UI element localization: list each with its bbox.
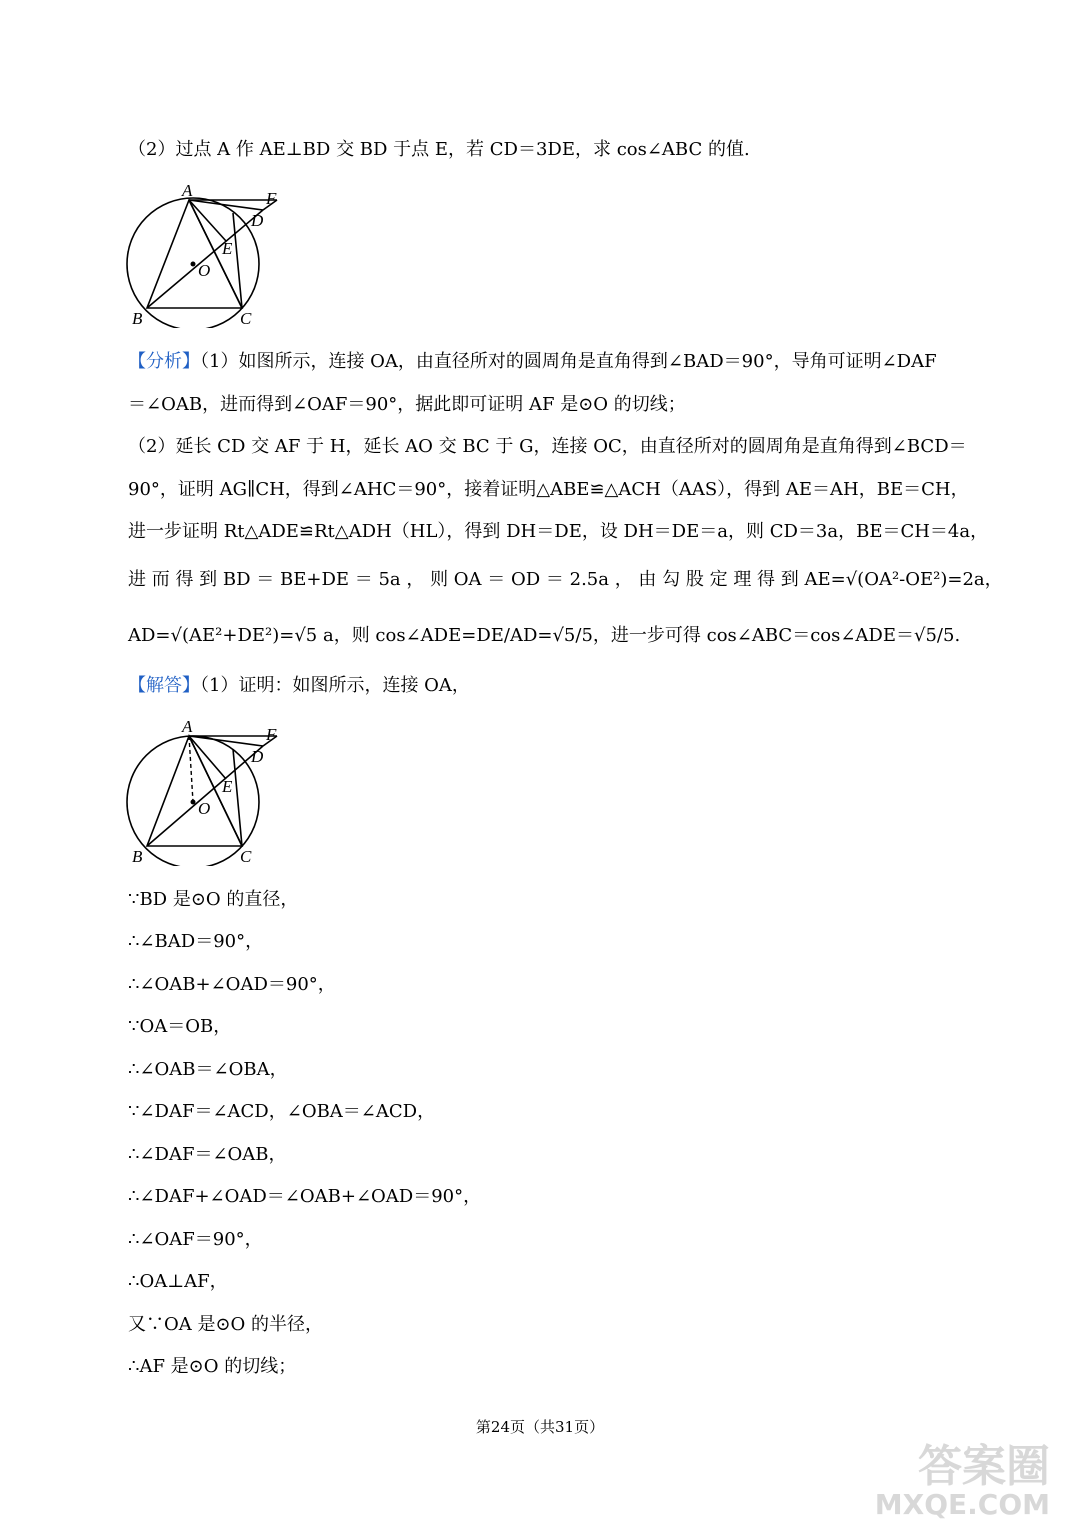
analysis-line-1: 【分析】（1）如图所示，连接 OA，由直径所对的圆周角是直角得到∠BAD＝90°，导角可证明∠DAF (128, 351, 937, 372)
svg-text:E: E (222, 777, 233, 796)
watermark-bottom: MXQE.COM (874, 1488, 1050, 1521)
solution-step-12: ∴AF 是⊙O 的切线； (128, 1356, 297, 1377)
solution-step-3: ∴∠OAB+∠OAD＝90°， (128, 974, 336, 995)
analysis-line-3: （2）延长 CD 交 AF 于 H，延长 AO 交 BC 于 G，连接 OC，由直径所对的圆周角是直角得到∠BCD＝ (128, 436, 967, 457)
solution-step-6: ∵∠DAF＝∠ACD，∠OBA＝∠ACD， (128, 1101, 436, 1122)
svg-text:F: F (266, 189, 277, 208)
solution-tag: 【解答】 (128, 675, 200, 696)
analysis-tag: 【分析】 (128, 351, 200, 372)
svg-text:E: E (222, 239, 233, 258)
watermark-top: 答案圈 (918, 1441, 1050, 1492)
solution-step-10: ∴OA⊥AF， (128, 1271, 228, 1292)
solution-step-4: ∵OA＝OB， (128, 1016, 232, 1037)
svg-text:F: F (266, 725, 277, 744)
solution-intro: 【解答】（1）证明：如图所示，连接 OA， (128, 675, 470, 696)
analysis-line-5: 进一步证明 Rt△ADE≌Rt△ADH（HL），得到 DH＝DE，设 DH＝DE＝a，则 CD＝3a，BE＝CH＝4a， (128, 521, 989, 542)
solution-step-5: ∴∠OAB＝∠OBA， (128, 1059, 288, 1080)
solution-step-11: 又∵OA 是⊙O 的半径， (128, 1314, 324, 1335)
analysis-line-6: 进 而 得 到 BD ＝ BE+DE ＝ 5a ， 则 OA ＝ OD ＝ 2.5a ， 由 勾 股 定 理 得 到 AE=√(OA²-OE²)=2a， (128, 569, 1003, 590)
geometry-figure-2 (118, 716, 288, 866)
solution-step-9: ∴∠OAF＝90°， (128, 1229, 263, 1250)
solution-step-1: ∵BD 是⊙O 的直径， (128, 889, 299, 910)
solution-step-7: ∴∠DAF＝∠OAB， (128, 1144, 287, 1165)
svg-text:B: B (132, 847, 143, 866)
svg-text:B: B (132, 309, 143, 328)
svg-text:A: A (182, 181, 193, 200)
question-part2: （2）过点 A 作 AE⊥BD 交 BD 于点 E，若 CD＝3DE，求 cos∠ABC 的值. (128, 139, 750, 160)
svg-text:D: D (251, 747, 264, 766)
analysis-line-4: 90°，证明 AG∥CH，得到∠AHC＝90°，接着证明△ABE≌△ACH（AAS），得到 AE＝AH，BE＝CH， (128, 479, 969, 500)
svg-text:O: O (198, 799, 211, 818)
geometry-figure-1 (118, 178, 288, 328)
svg-text:D: D (251, 211, 264, 230)
solution-step-2: ∴∠BAD＝90°， (128, 931, 264, 952)
svg-text:C: C (240, 309, 252, 328)
solution-step-8: ∴∠DAF+∠OAD＝∠OAB+∠OAD＝90°， (128, 1186, 482, 1207)
analysis-line-7: AD=√(AE²+DE²)=√5 a，则 cos∠ADE=DE/AD=√5/5，进一步可得 cos∠ABC＝cos∠ADE＝√5/5. (128, 625, 961, 646)
analysis-line-2: ＝∠OAB，进而得到∠OAF＝90°，据此即可证明 AF 是⊙O 的切线； (128, 394, 686, 415)
svg-text:O: O (198, 261, 211, 280)
page-footer: 第24页（共31页） (475, 1418, 605, 1436)
svg-text:C: C (240, 847, 252, 866)
svg-text:A: A (182, 717, 193, 736)
